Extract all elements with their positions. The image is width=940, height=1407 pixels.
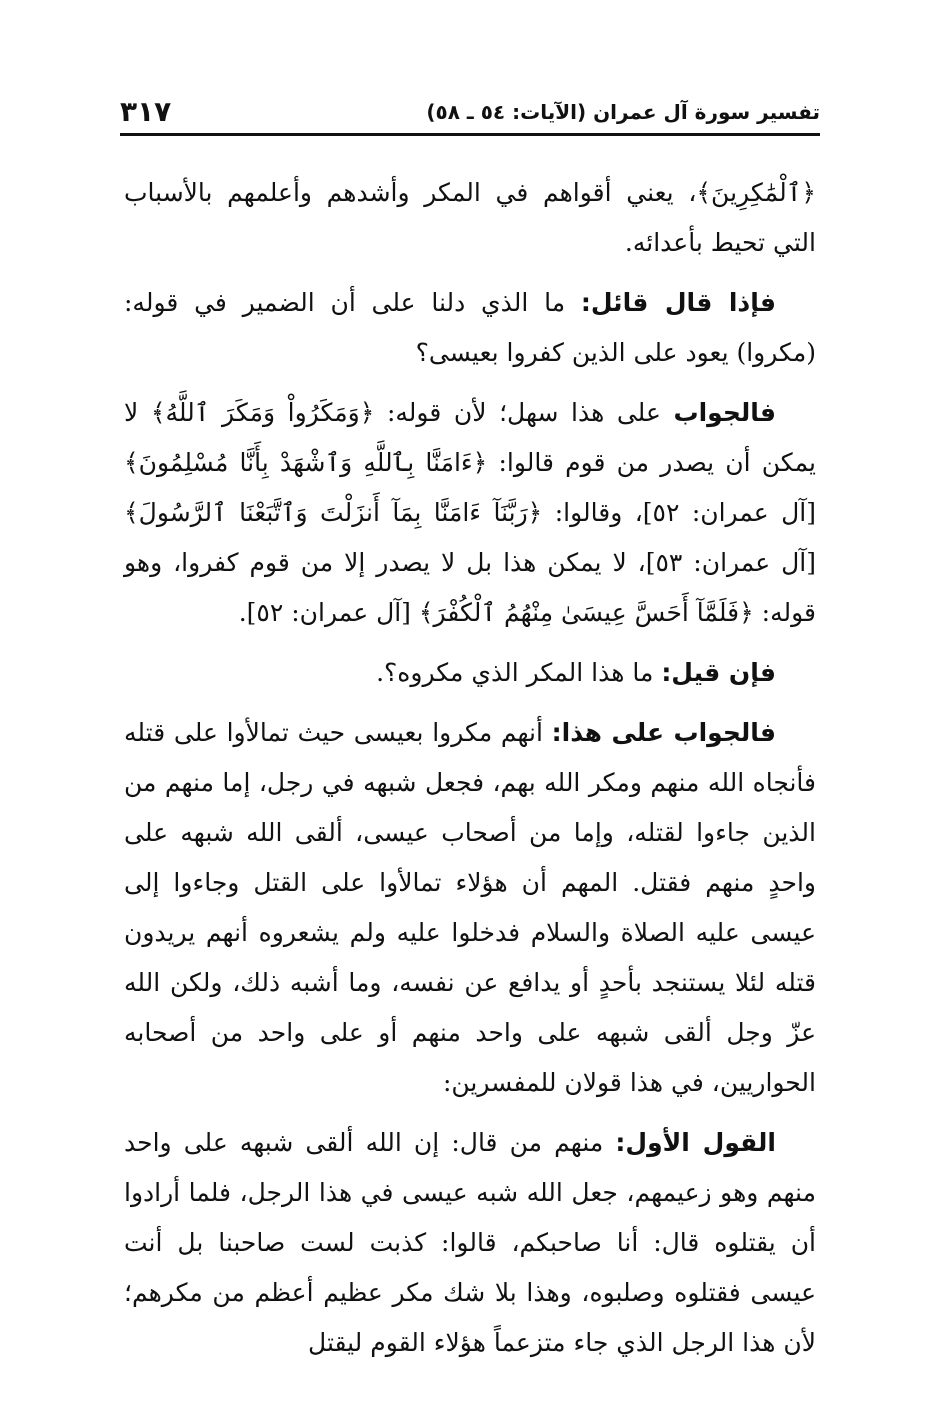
paragraph bbox=[124, 388, 816, 638]
paragraph bbox=[124, 168, 816, 268]
paragraph-text: منهم من قال: إن الله ألقى شبهه على واحد منهم وهو زعيمهم، جعل الله شبه عيسى في هذا الرجل، فلما أرادوا أن يقتلوه قال: أنا صاحبكم، قالوا: كذبت لست صاحبنا بل أنت عيسى فقتلوه وصلبوه، وهذا بلا شك مكر عظيم أعظم من مكرهم؛ لأن هذا الرجل الذي جاء متزعماً هؤلاء القوم ليقتل bbox=[124, 1128, 816, 1357]
paragraph-text: ﴿ٱلْمَٰكِرِينَ﴾، يعني أقواهم في المكر وأشدهم وأعلمهم بالأسباب التي تحيط بأعدائه. bbox=[124, 178, 816, 257]
paragraph-text: على هذا سهل؛ لأن قوله: ﴿وَمَكَرُواْ وَمَكَرَ ٱللَّهُ﴾ لا يمكن أن يصدر من قوم قالوا: ﴿ءَامَنَّا بِٱللَّهِ وَٱشْهَدْ بِأَنَّا مُسْلِمُونَ﴾ [آل عمران: ٥٢]، وقالوا: ﴿رَبَّنَآ ءَامَنَّا بِمَآ أَنزَلْتَ وَٱتَّبَعْنَا ٱلرَّسُولَ﴾ [آل عمران: ٥٣]، لا يمكن هذا بل لا يصدر إلا من قوم كفروا، وهو قوله: ﴿فَلَمَّآ أَحَسَّ عِيسَىٰ مِنْهُمُ ٱلْكُفْرَ﴾ [آل عمران: ٥٢]. bbox=[124, 398, 817, 627]
paragraph-lead: فإن قيل: bbox=[661, 658, 776, 687]
paragraph-text: ما الذي دلنا على أن الضمير في قوله: (مكروا) يعود على الذين كفروا بعيسى؟ bbox=[124, 288, 816, 367]
paragraph bbox=[124, 1118, 816, 1368]
page-number: ٣١٧ bbox=[120, 95, 172, 128]
paragraph-lead: فإذا قال قائل: bbox=[580, 288, 777, 317]
paragraph-text: أنهم مكروا بعيسى حيث تمالأوا على قتله فأنجاه الله منهم ومكر الله بهم، فجعل شبهه في رجل، إما منهم من الذين جاءوا لقتله، وإما من أصحاب عيسى، ألقى الله شبهه على واحدٍ منهم فقتل. المهم أن هؤلاء تمالأوا على القتل وجاءوا إلى عيسى عليه الصلاة والسلام فدخلوا عليه ولم يشعروه أنهم يريدون قتله لئلا يستنجد بأحدٍ أو يدافع عن نفسه، وما أشبه ذلك، ولكن الله عزّ وجل ألقى شبهه على واحد منهم أو على واحد من أصحابه الحواريين، في هذا قولان للمفسرين: bbox=[124, 718, 816, 1097]
header-rule bbox=[120, 133, 820, 136]
page-body bbox=[124, 168, 816, 1378]
paragraph-text: ما هذا المكر الذي مكروه؟. bbox=[376, 658, 662, 687]
page-header bbox=[120, 80, 820, 130]
paragraph-lead: القول الأول: bbox=[615, 1128, 776, 1157]
running-title: تفسير سورة آل عمران (الآيات: ٥٤ ـ ٥٨) bbox=[426, 100, 820, 124]
paragraph bbox=[124, 648, 816, 698]
paragraph bbox=[124, 708, 816, 1108]
paragraph bbox=[124, 278, 816, 378]
paragraph-lead: فالجواب bbox=[673, 398, 776, 427]
paragraph-lead: فالجواب على هذا: bbox=[551, 718, 776, 747]
